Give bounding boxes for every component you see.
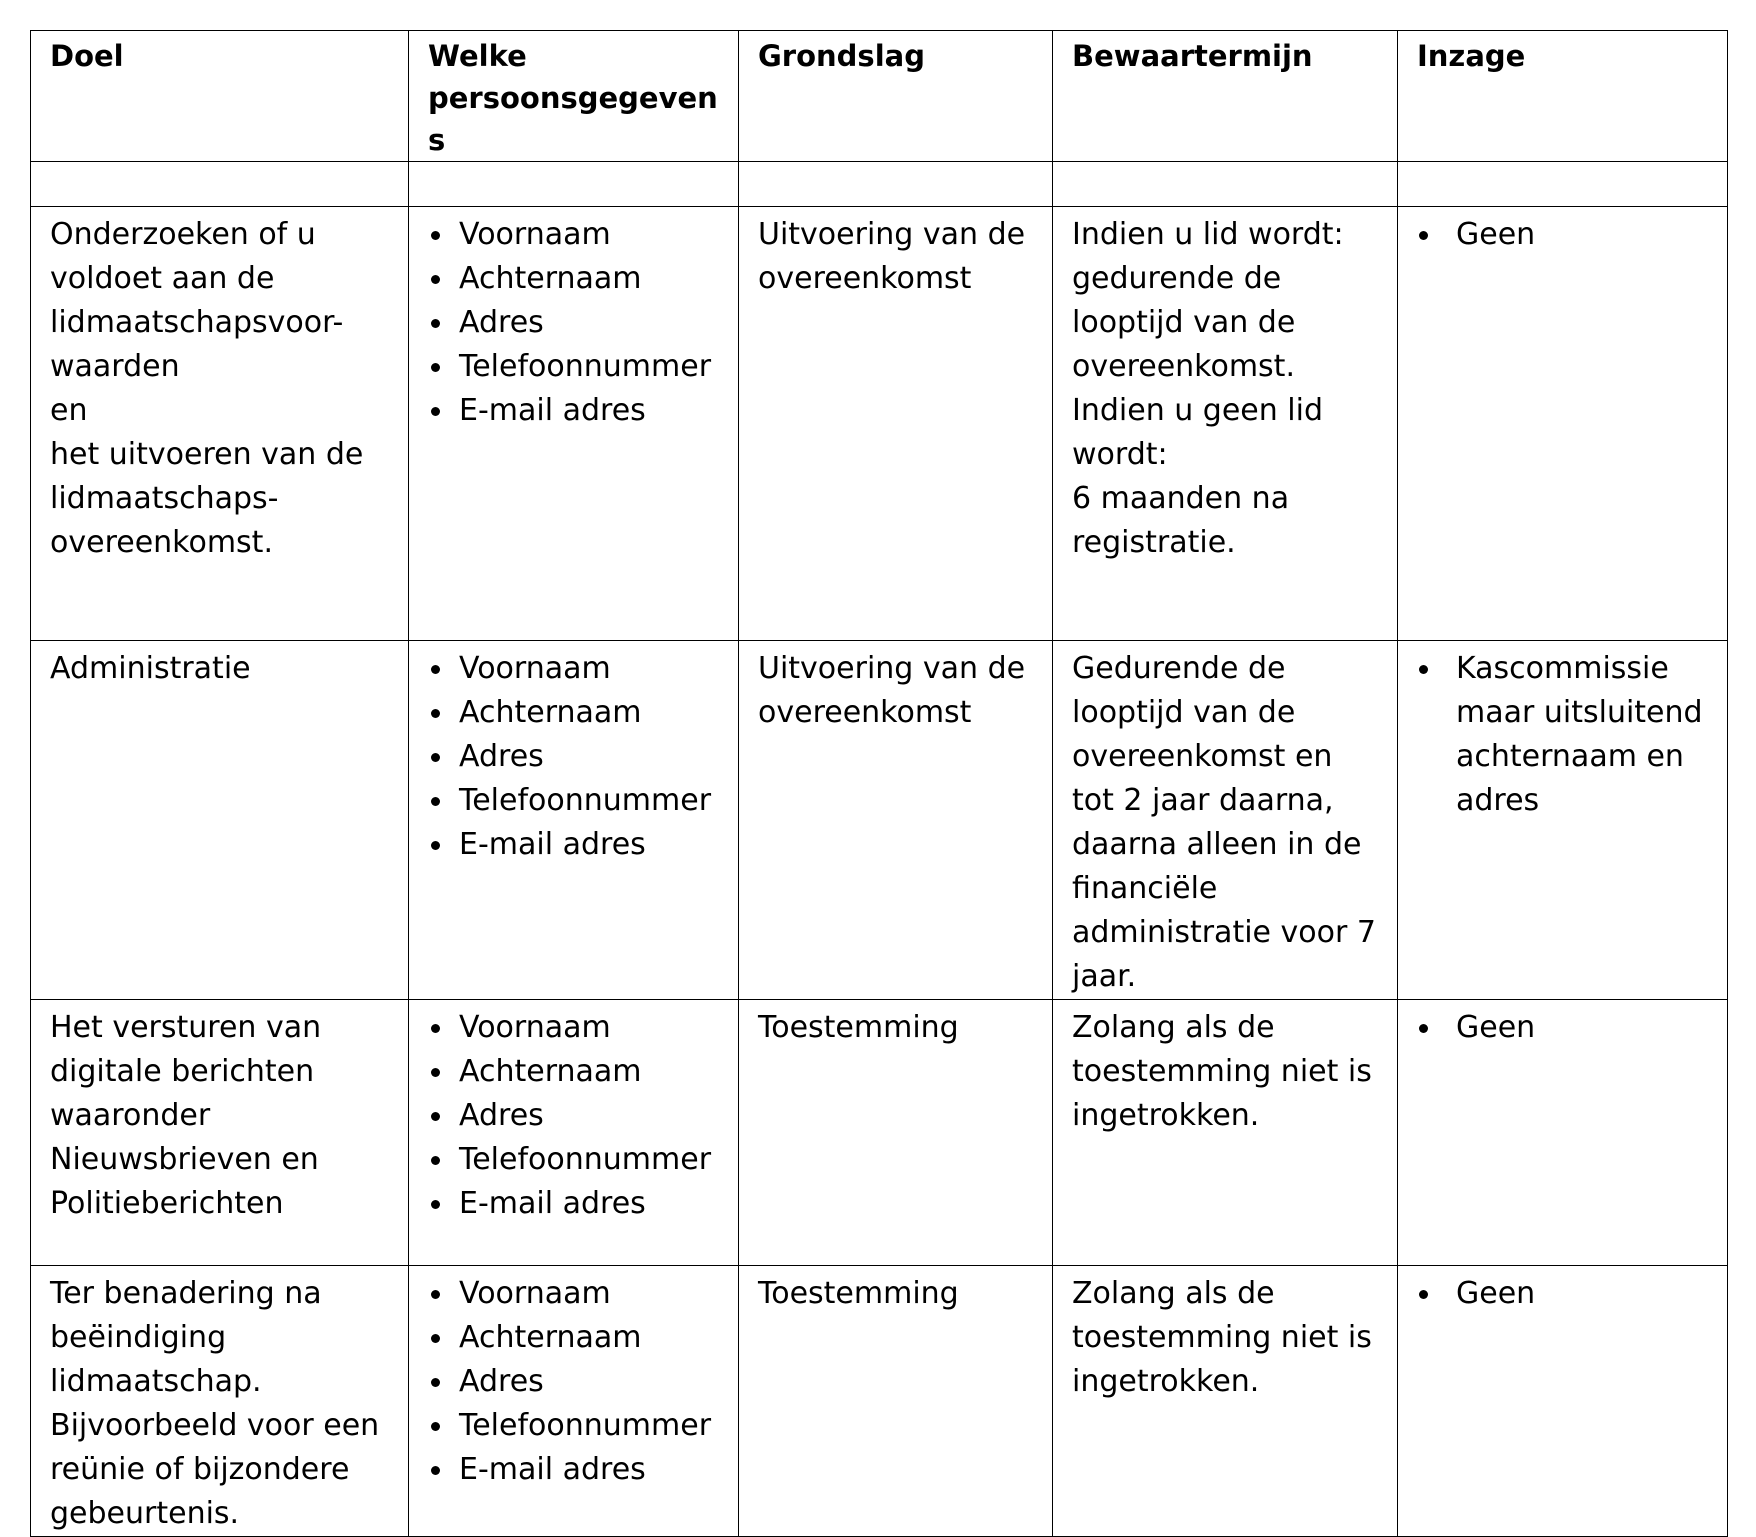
empty-cell [1398, 162, 1728, 207]
table-header-row [31, 31, 1728, 162]
personal-data-list [428, 1272, 720, 1492]
list-item: Kascommissie maar uitsluitend achternaam en adres [1417, 647, 1709, 823]
list-item: E-mail adres [428, 1182, 720, 1226]
cell-bewaartermijn: Indien u lid wordt: gedurende de looptijd van de overeenkomst. Indien u geen lid wordt: 6 maanden na registratie. [1053, 207, 1398, 641]
list-item: Telefoonnummer [428, 1138, 720, 1182]
cell-inzage [1398, 207, 1728, 641]
list-item: E-mail adres [428, 1448, 720, 1492]
list-item: Voornaam [428, 647, 720, 691]
list-item: Achternaam [428, 1316, 720, 1360]
list-item: Voornaam [428, 1006, 720, 1050]
inzage-list [1417, 647, 1709, 823]
list-item: Adres [428, 301, 720, 345]
cell-bewaartermijn: Zolang als de toestemming niet is ingetrokken. [1053, 1266, 1398, 1537]
cell-bewaartermijn: Zolang als de toestemming niet is ingetrokken. [1053, 1000, 1398, 1266]
list-item: Geen [1417, 213, 1709, 257]
cell-inzage [1398, 1000, 1728, 1266]
list-item: Achternaam [428, 691, 720, 735]
personal-data-list [428, 213, 720, 433]
cell-persoonsgegevens [409, 207, 739, 641]
inzage-list [1417, 213, 1709, 257]
header-persoonsgegevens: Welke persoonsgegevens [409, 31, 739, 162]
personal-data-list [428, 647, 720, 867]
list-item: Telefoonnummer [428, 1404, 720, 1448]
header-bewaartermijn: Bewaartermijn [1053, 31, 1398, 162]
list-item: E-mail adres [428, 823, 720, 867]
cell-doel: Administratie [31, 641, 409, 1000]
table-spacer-row [31, 162, 1728, 207]
cell-persoonsgegevens [409, 1266, 739, 1537]
list-item: Adres [428, 1094, 720, 1138]
cell-inzage [1398, 641, 1728, 1000]
list-item: Adres [428, 1360, 720, 1404]
empty-cell [1053, 162, 1398, 207]
personal-data-list [428, 1006, 720, 1226]
list-item: Geen [1417, 1272, 1709, 1316]
cell-inzage [1398, 1266, 1728, 1537]
table-row [31, 1266, 1728, 1537]
inzage-list [1417, 1006, 1709, 1050]
list-item: Voornaam [428, 213, 720, 257]
inzage-list [1417, 1272, 1709, 1316]
list-item: Telefoonnummer [428, 779, 720, 823]
table-row [31, 207, 1728, 641]
empty-cell [409, 162, 739, 207]
list-item: E-mail adres [428, 389, 720, 433]
cell-doel: Onderzoeken of u voldoet aan de lidmaatschapsvoor-waarden en het uitvoeren van de lidmaatschaps-overeenkomst. [31, 207, 409, 641]
list-item: Adres [428, 735, 720, 779]
cell-doel: Het versturen van digitale berichten waaronder Nieuwsbrieven en Politieberichten [31, 1000, 409, 1266]
cell-grondslag: Uitvoering van de overeenkomst [739, 207, 1053, 641]
header-doel: Doel [31, 31, 409, 162]
cell-grondslag: Toestemming [739, 1266, 1053, 1537]
privacy-table [30, 30, 1728, 1537]
cell-grondslag: Uitvoering van de overeenkomst [739, 641, 1053, 1000]
table-row [31, 1000, 1728, 1266]
empty-cell [31, 162, 409, 207]
cell-grondslag: Toestemming [739, 1000, 1053, 1266]
list-item: Geen [1417, 1006, 1709, 1050]
cell-doel: Ter benadering na beëindiging lidmaatschap. Bijvoorbeeld voor een reünie of bijzondere gebeurtenis. [31, 1266, 409, 1537]
cell-persoonsgegevens [409, 641, 739, 1000]
list-item: Achternaam [428, 1050, 720, 1094]
list-item: Achternaam [428, 257, 720, 301]
empty-cell [739, 162, 1053, 207]
header-inzage: Inzage [1398, 31, 1728, 162]
list-item: Telefoonnummer [428, 345, 720, 389]
cell-persoonsgegevens [409, 1000, 739, 1266]
table-row [31, 641, 1728, 1000]
list-item: Voornaam [428, 1272, 720, 1316]
header-grondslag: Grondslag [739, 31, 1053, 162]
cell-bewaartermijn: Gedurende de looptijd van de overeenkomst en tot 2 jaar daarna, daarna alleen in de financiële administratie voor 7 jaar. [1053, 641, 1398, 1000]
